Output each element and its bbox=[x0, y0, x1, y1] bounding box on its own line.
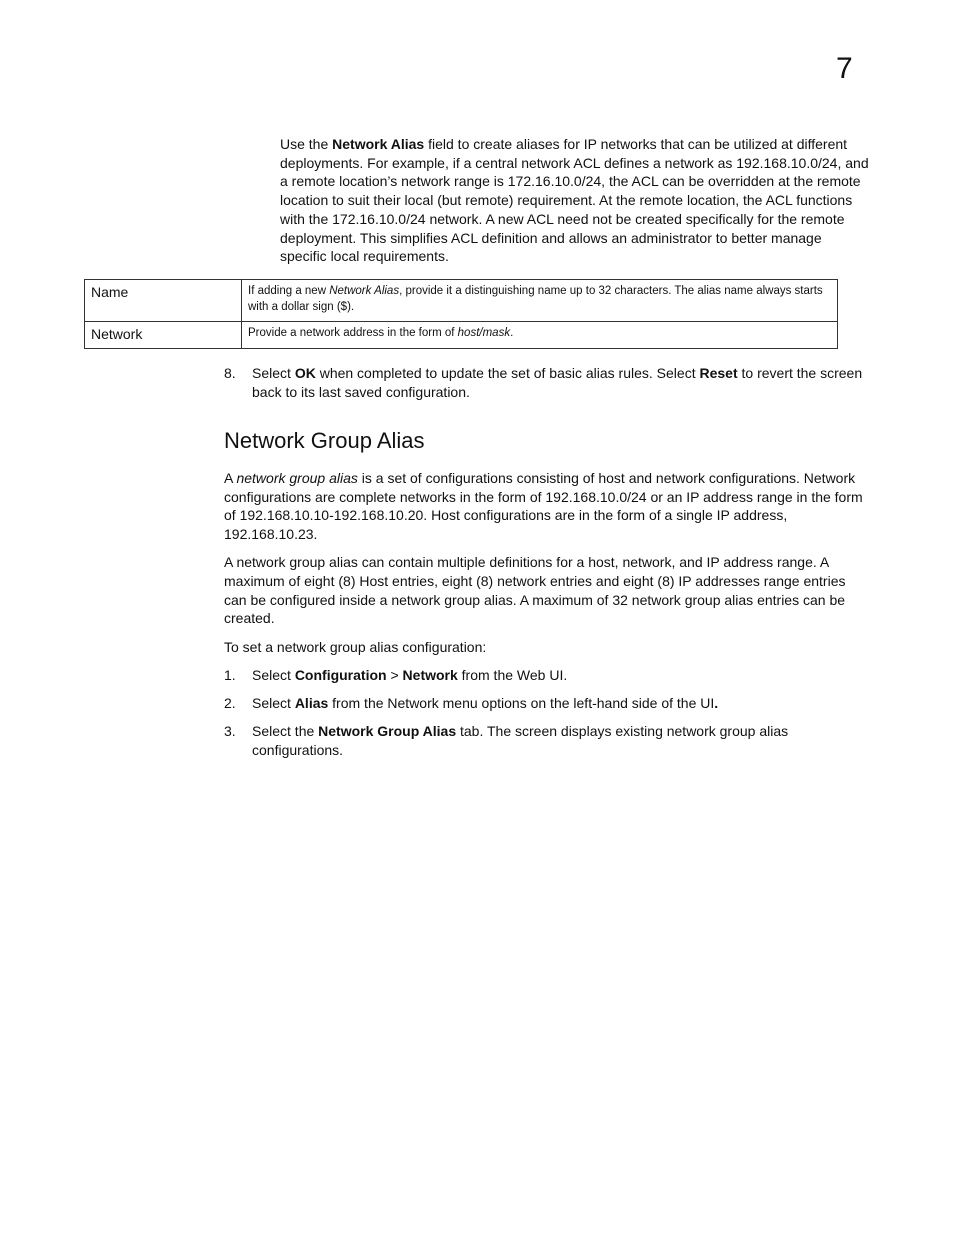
table-desc-name bbox=[242, 280, 838, 322]
step-number: 8. bbox=[224, 365, 236, 381]
para-emphasis: network group alias bbox=[236, 470, 358, 486]
section-body bbox=[224, 469, 869, 769]
table-row bbox=[85, 280, 838, 322]
step-8 bbox=[224, 364, 864, 401]
list-item bbox=[224, 666, 869, 685]
step-text-part: from the Network menu options on the left-hand side of the UI bbox=[328, 695, 715, 712]
desc-text: If adding a new bbox=[248, 285, 330, 297]
parameter-table bbox=[84, 279, 838, 349]
network-alias-field-name: Network Alias bbox=[332, 136, 425, 152]
step-text-part: Select the bbox=[252, 723, 319, 740]
step-list bbox=[224, 666, 869, 760]
table-term-name: Name bbox=[85, 280, 242, 322]
paragraph-limits: A network group alias can contain multiple definitions for a host, network, and IP address range. A maximum of eight (8) Host entries, eight (8) network entries and eight (8) IP addresses range entries can be configured inside a network group alias. A maximum of 32 network group alias entries can be created. bbox=[224, 554, 846, 627]
step-text-part: > bbox=[386, 666, 403, 683]
para-text: A bbox=[224, 470, 237, 486]
step-text-period: . bbox=[714, 695, 719, 712]
step-text-part: to revert the screen back to its last saved configuration. bbox=[252, 365, 863, 400]
step-text bbox=[252, 694, 869, 713]
desc-emphasis: Network Alias bbox=[329, 285, 400, 297]
network-label: Network bbox=[402, 666, 458, 683]
desc-text-rest: . bbox=[510, 327, 514, 339]
network-group-alias-tab-label: Network Group Alias bbox=[318, 723, 457, 740]
para-text-rest: is a set of configurations consisting of host and network configurations. Network configurations are complete networks in the form of 192.168.10.0/24 or an IP address range in the form of 192.168.10.10-192.168.10.20. Host configurations are in the form of a single IP address, 192.168.10.23. bbox=[224, 470, 863, 543]
intro-text: Use the bbox=[280, 136, 333, 152]
table-term-network: Network bbox=[85, 322, 242, 349]
table-desc-network bbox=[242, 322, 838, 349]
step-text-part: Select bbox=[252, 666, 295, 683]
intro-text-rest: field to create aliases for IP networks that can be utilized at different deployments. For example, if a central network ACL defines a network as 192.168.10.0/24, and a remote location’s network range is 172.16.10.0/24, the ACL can be overridden at the remote location to suit their local (but remote) requirement. At the remote location, the ACL functions with the 172.16.10.0/24 network. A new ACL need not be created specifically for the remote deployment. This simplifies ACL definition and allows an administrator to better manage specific local requirements. bbox=[280, 136, 869, 265]
ok-label: OK bbox=[294, 365, 316, 381]
desc-emphasis: host/mask bbox=[457, 327, 511, 339]
step-text-part: from the Web UI. bbox=[457, 666, 568, 683]
step-text bbox=[252, 364, 864, 401]
desc-text-rest: , provide it a distinguishing name up to 32 characters. The alias name always starts with a dollar sign ($). bbox=[248, 285, 823, 313]
reset-label: Reset bbox=[699, 365, 738, 381]
section-heading: Network Group Alias bbox=[224, 428, 425, 453]
list-item bbox=[224, 694, 869, 713]
step-text-part: tab. The screen displays existing network group alias configurations. bbox=[252, 723, 789, 758]
configuration-label: Configuration bbox=[294, 666, 387, 683]
paragraph-intro-steps: To set a network group alias configuration: bbox=[224, 638, 487, 655]
paragraph-definition bbox=[224, 469, 869, 544]
step-text bbox=[252, 722, 869, 759]
step-number: 2. bbox=[224, 695, 236, 712]
chapter-number: 7 bbox=[836, 52, 853, 85]
list-item bbox=[224, 722, 869, 759]
step-text-part: Select bbox=[252, 365, 295, 381]
step-text bbox=[252, 666, 869, 685]
step-text-part: when completed to update the set of basic alias rules. Select bbox=[315, 365, 700, 381]
desc-text: Provide a network address in the form of bbox=[248, 327, 458, 339]
step-number: 1. bbox=[224, 666, 236, 683]
step-text-part: Select bbox=[252, 695, 295, 712]
intro-paragraph bbox=[280, 135, 870, 266]
step-number: 3. bbox=[224, 723, 236, 740]
table-row bbox=[85, 322, 838, 349]
alias-label: Alias bbox=[294, 695, 329, 712]
